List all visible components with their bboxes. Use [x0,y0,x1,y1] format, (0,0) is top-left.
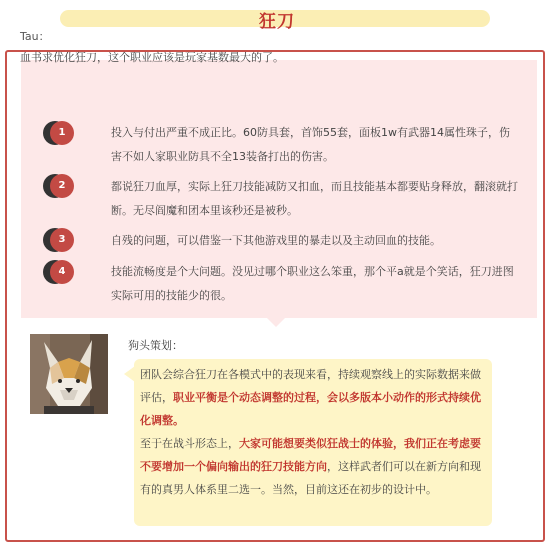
number-badge-2: 2 [50,174,74,198]
avatar [30,334,108,414]
list-item: 技能流畅度是个大问题。没见过哪个职业这么笨重，那个平a就是个笑话，狂刀进图实际可用的技能少的很。 [111,265,514,302]
number-badge-3: 3 [50,228,74,252]
feedback-author: Tau： [20,30,50,43]
feedback-box-pointer [267,318,285,327]
list-item: 都说狂刀血厚，实际上狂刀技能减防又扣血，而且技能基本都要贴身释放，翻滚就打断。无尽阎魔和团本里该秒还是被秒。 [111,180,518,217]
list-item: 投入与付出严重不成正比。60防具套，首饰55套，面板1w有武器14属性珠子，伤害不如人家职业防具不全13装备打出的伤害。 [111,126,510,163]
number-badge-1: 1 [50,121,74,145]
response-text-plain: 团队会综合狂刀在各模式中的表现来看，持续观察线上的实际数据来做评估， [140,368,481,404]
feedback-intro: 血书求优化狂刀，这个职业应该是玩家基数最大的了。 [20,51,284,64]
responder-name: 狗头策划： [128,339,183,352]
response-text-highlight: 职业平衡是个动态调整的过程，会以多版本小动作的形式持续优化调整。 [140,391,481,427]
page-title: 狂刀 [259,12,295,32]
response-text-plain: 至于在战斗形态上， [140,437,239,450]
response-text-plain: ，这样武者们可以在新方向和现有的真男人体系里二选一。当然，目前这还在初步的设计中。 [140,460,481,496]
dog-head-icon [30,334,108,414]
response-text-highlight: 大家可能想要类似狂战士的体验，我们正在考虑要不要增加一个偏向输出的狂刀技能方向 [140,437,481,473]
response-text [140,363,486,501]
list-item: 自残的问题，可以借鉴一下其他游戏里的暴走以及主动回血的技能。 [111,234,441,247]
number-badge-4: 4 [50,260,74,284]
